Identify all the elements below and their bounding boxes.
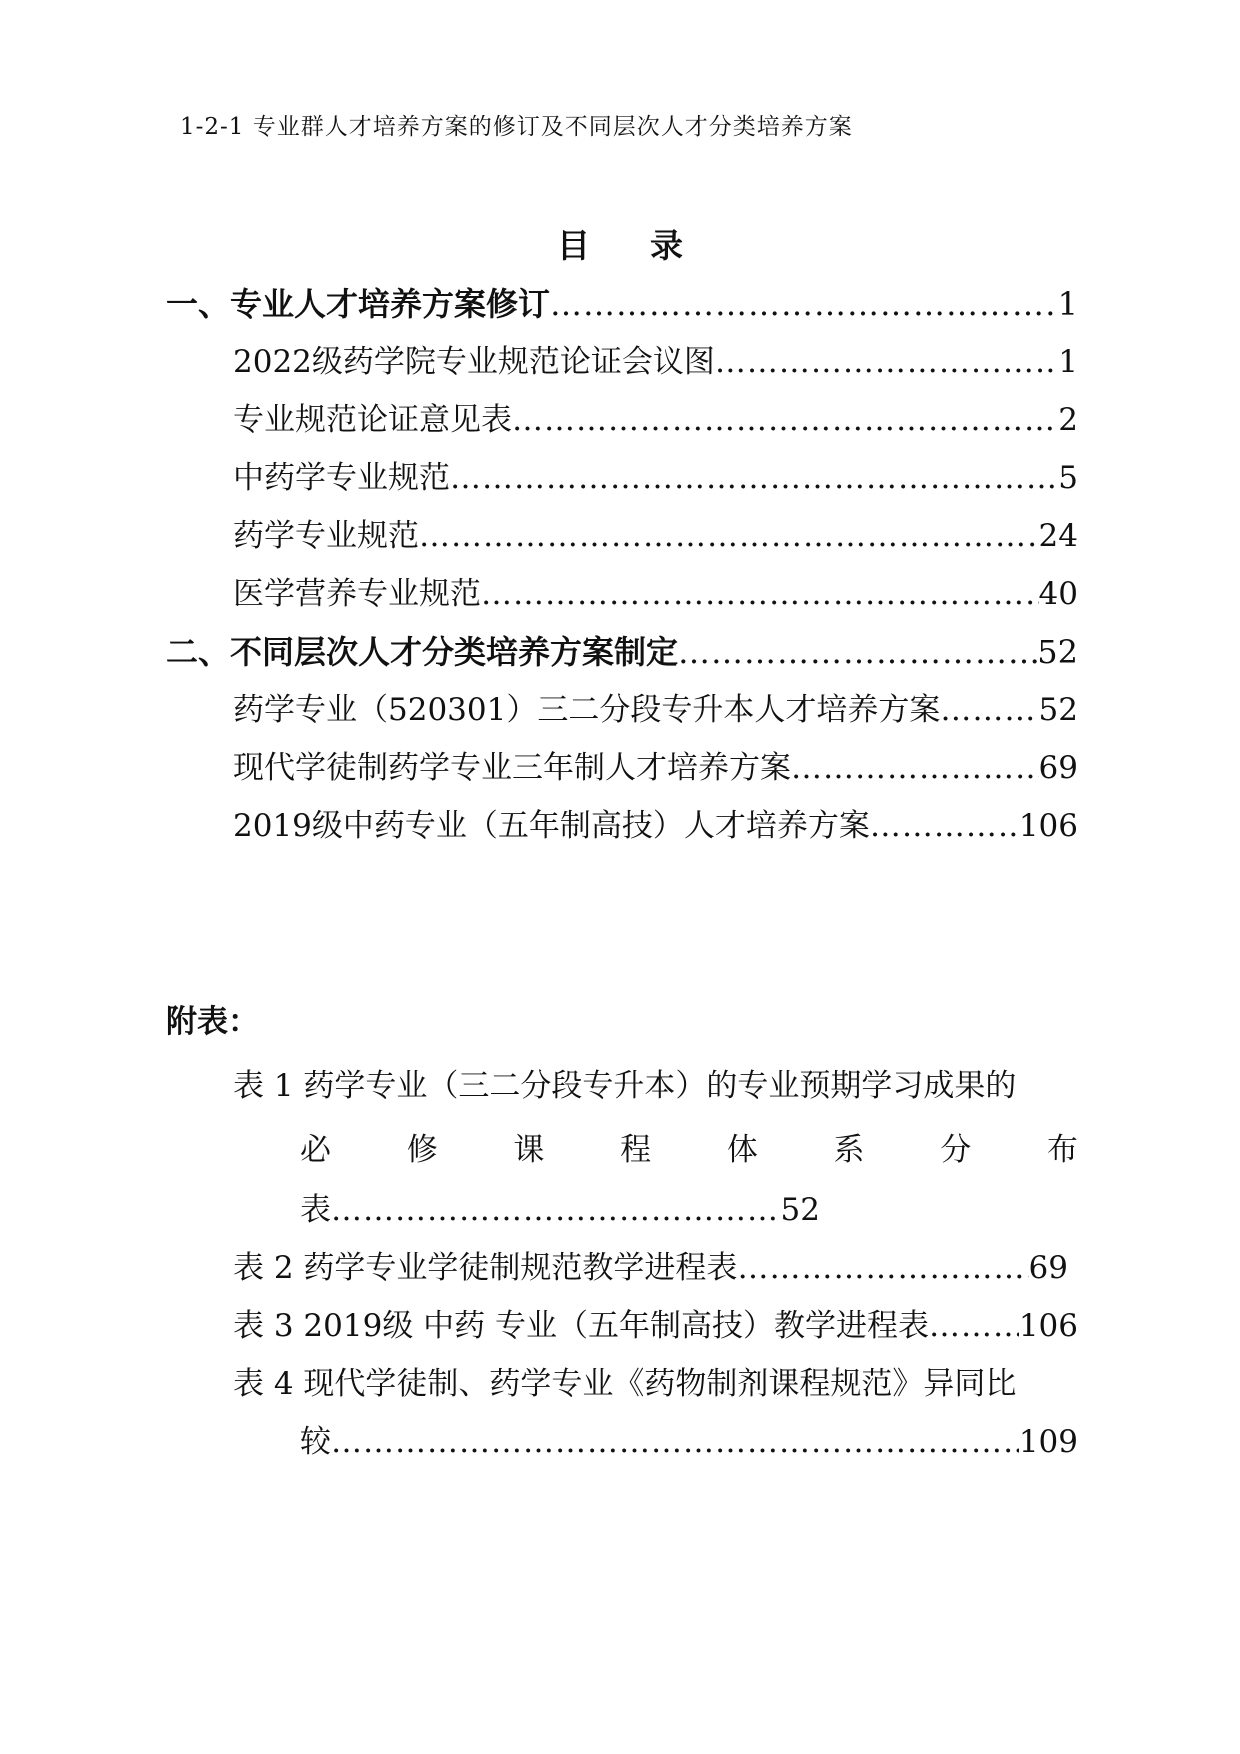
toc-item-page: 40 [1038, 576, 1078, 612]
toc-item[interactable] [233, 570, 1078, 618]
toc-section-1-title: 一、专业人才培养方案修订 [166, 285, 551, 323]
toc-section-2-page: 52 [1037, 633, 1078, 671]
dot-leader [929, 1302, 1019, 1350]
toc-section-1[interactable] [166, 280, 1078, 328]
justified-char: 布 [1046, 1132, 1078, 1168]
toc-item-title: 2019级中药专业（五年制高技）人才培养方案 [233, 808, 870, 844]
toc-item-title: 现代学徒制药学专业三年制人才培养方案 [233, 750, 791, 786]
appendix-table-3[interactable] [233, 1302, 1078, 1350]
toc-item[interactable] [233, 396, 1078, 444]
dot-leader [450, 454, 1058, 502]
toc-item[interactable] [233, 338, 1078, 386]
appendix-table-2[interactable] [233, 1244, 1068, 1292]
dot-leader [419, 512, 1039, 560]
toc-item-page: 52 [1038, 692, 1078, 728]
dot-leader [331, 1186, 781, 1234]
dot-leader [791, 744, 1039, 792]
toc-item-page: 106 [1018, 808, 1078, 844]
toc-item[interactable] [233, 802, 1078, 850]
dot-leader [678, 628, 1037, 676]
justified-char: 修 [406, 1132, 438, 1168]
appendix-table-4-line-1[interactable]: 表 4 现代学徒制、药学专业《药物制剂课程规范》异同比 [233, 1366, 1017, 1402]
dot-leader [870, 802, 1019, 850]
toc-item[interactable] [233, 454, 1078, 502]
appendix-label: 附表： [166, 1004, 259, 1040]
toc-item-page: 5 [1058, 460, 1078, 496]
toc-item-title: 医学营养专业规范 [233, 576, 481, 612]
dot-leader [940, 686, 1038, 734]
dot-leader [481, 570, 1039, 618]
toc-item[interactable] [233, 512, 1078, 560]
appendix-table-1-line-2[interactable] [300, 1124, 1078, 1172]
justified-char: 程 [620, 1132, 652, 1168]
justified-char: 课 [513, 1132, 545, 1168]
dot-leader [550, 280, 1058, 328]
appendix-table-2-title: 表 2 药学专业学徒制规范教学进程表 [233, 1250, 738, 1286]
toc-title [0, 220, 1240, 267]
appendix-table-4-line-2-text: 较 [300, 1424, 331, 1460]
dot-leader [737, 1244, 1028, 1292]
appendix-table-1-page: 52 [780, 1192, 820, 1228]
toc-section-1-page: 1 [1057, 285, 1078, 323]
toc-item[interactable] [233, 744, 1078, 792]
dot-leader [331, 1418, 1019, 1466]
toc-item-title: 药学专业（520301）三二分段专升本人才培养方案 [233, 692, 941, 728]
toc-title-char-1: 目 [557, 226, 590, 265]
toc-item-page: 24 [1038, 518, 1078, 554]
toc-section-2-title: 二、不同层次人才分类培养方案制定 [166, 633, 679, 671]
toc-item-page: 1 [1058, 344, 1078, 380]
toc-item-title: 2022级药学院专业规范论证会议图 [233, 344, 715, 380]
toc-item-page: 2 [1058, 402, 1078, 438]
justified-char: 系 [833, 1132, 865, 1168]
appendix-table-4-page: 109 [1018, 1424, 1078, 1460]
justified-char: 分 [940, 1132, 972, 1168]
toc-item-title: 药学专业规范 [233, 518, 419, 554]
appendix-table-3-title: 表 3 2019级 中药 专业（五年制高技）教学进程表 [233, 1308, 930, 1344]
document-header: 1-2-1 专业群人才培养方案的修订及不同层次人才分类培养方案 [180, 114, 853, 140]
appendix-table-3-page: 106 [1018, 1308, 1078, 1344]
justified-char: 体 [726, 1132, 758, 1168]
appendix-table-1-line-3[interactable] [300, 1186, 820, 1234]
appendix-table-1-line-1[interactable]: 表 1 药学专业（三二分段专升本）的专业预期学习成果的 [233, 1068, 1017, 1104]
justified-char: 必 [300, 1132, 331, 1168]
toc-item-page: 69 [1038, 750, 1078, 786]
toc-item-title: 中药学专业规范 [233, 460, 450, 496]
toc-item[interactable] [233, 686, 1078, 734]
toc-title-char-2: 录 [650, 226, 683, 265]
appendix-table-2-page: 69 [1028, 1250, 1068, 1286]
appendix-table-4-line-2[interactable] [300, 1418, 1078, 1466]
appendix-table-1-line-3-text: 表 [300, 1192, 331, 1228]
toc-section-2[interactable] [166, 628, 1078, 676]
dot-leader [715, 338, 1058, 386]
dot-leader [512, 396, 1058, 444]
toc-item-title: 专业规范论证意见表 [233, 402, 512, 438]
